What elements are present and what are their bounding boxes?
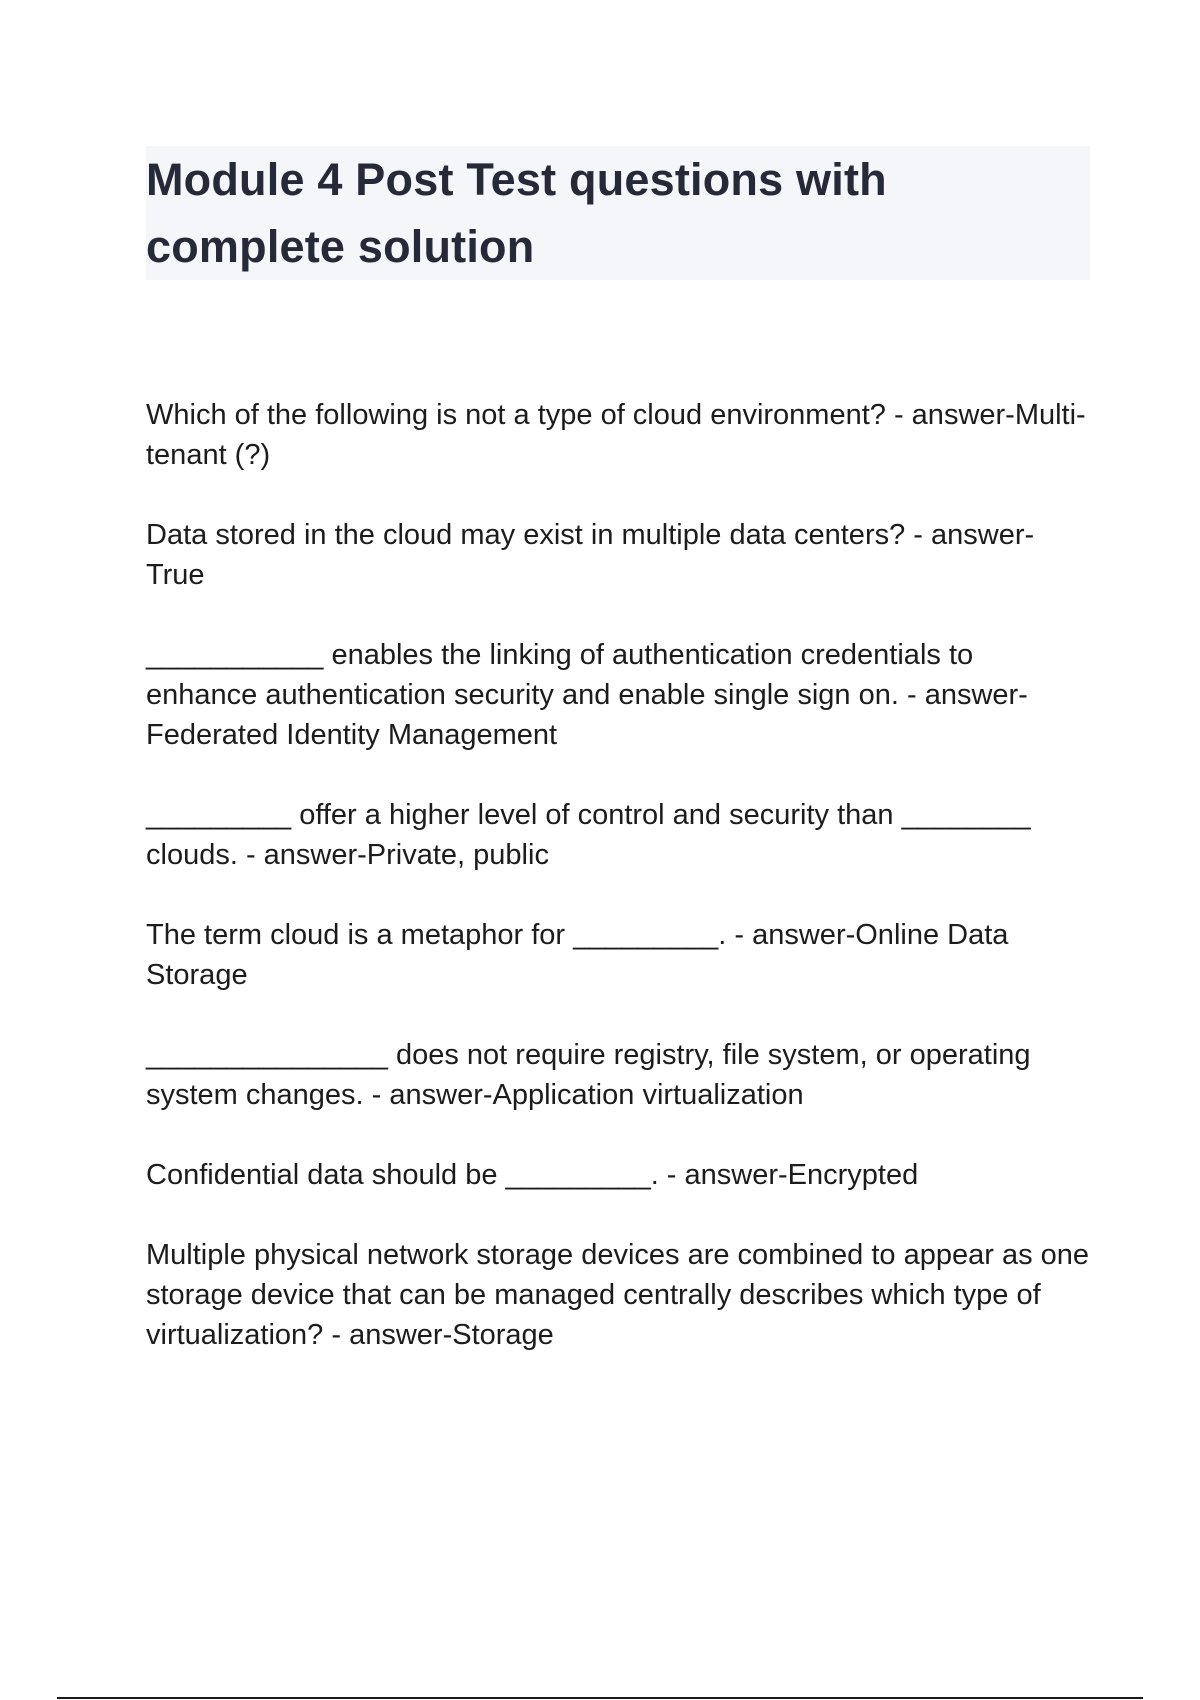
page-title: Module 4 Post Test questions with complete solution (146, 154, 887, 272)
question-list (146, 395, 1090, 1395)
question-item: ___________ enables the linking of authentication credentials to enhance authentication security and enable single sign on. - answer-Federated Identity Management (146, 639, 1028, 751)
question-item: _________ offer a higher level of control and security than ________ clouds. - answer-Private, public (146, 799, 1031, 871)
question-item: Which of the following is not a type of cloud environment? - answer-Multi-tenant (?) (146, 399, 1086, 471)
question-item: Data stored in the cloud may exist in multiple data centers? - answer-True (146, 519, 1035, 591)
bottom-divider (57, 1697, 1143, 1699)
title-block (146, 146, 1090, 280)
question-item: _______________ does not require registry, file system, or operating system changes. - answer-Application virtualization (146, 1039, 1031, 1111)
question-item: The term cloud is a metaphor for _________. - answer-Online Data Storage (146, 919, 1009, 991)
question-item: Multiple physical network storage devices are combined to appear as one storage device that can be managed centrally describes which type of virtualization? - answer-Storage (146, 1239, 1090, 1351)
question-item: Confidential data should be _________. - answer-Encrypted (146, 1159, 919, 1191)
